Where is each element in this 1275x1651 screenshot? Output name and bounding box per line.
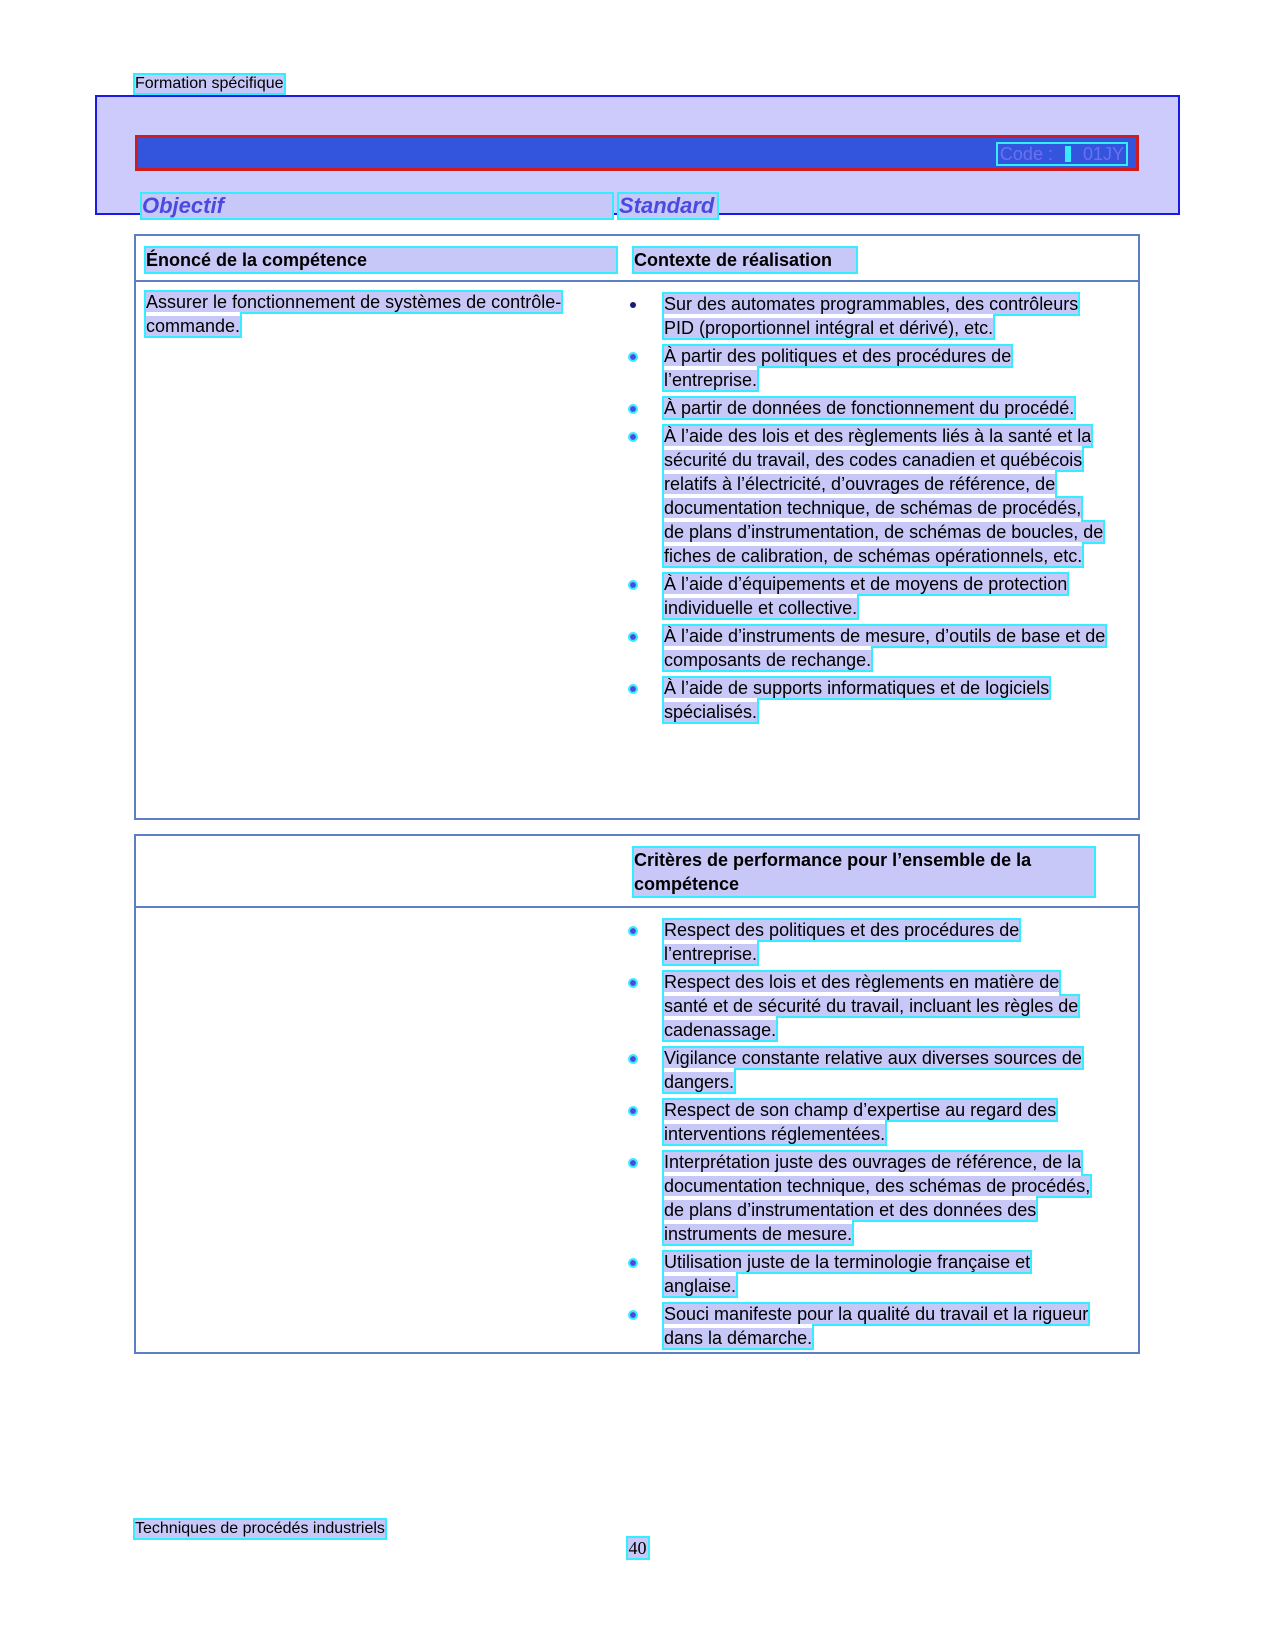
- list-item: Respect des lois et des règlements en matière de santé et de sécurité du travail, incluant les règles de cadenassage.: [626, 970, 1106, 1042]
- criteres-box: [134, 834, 1140, 1354]
- page-number: 40: [628, 1538, 647, 1558]
- competence-box-header: [136, 236, 1138, 282]
- criteres-list-column: [626, 918, 1106, 1354]
- criteres-list: [626, 918, 1106, 1350]
- code-value: 01JY: [1082, 144, 1124, 164]
- list-item: À l’aide des lois et des règlements liés à la santé et la sécurité du travail, des codes canadien et québécois relatifs à l’électricité, d’ouvrages de référence, de documentation technique, de schémas de procédés, de plans d’instrumentation, de schémas de boucles, de fiches de calibration, de schémas opérationnels, etc.: [626, 424, 1106, 568]
- bullet-icon: [630, 434, 636, 440]
- standard-label: Standard: [619, 194, 717, 218]
- objectif-label: Objectif: [142, 194, 612, 218]
- bullet-icon: [630, 980, 636, 986]
- list-item: Utilisation juste de la terminologie française et anglaise.: [626, 1250, 1106, 1298]
- list-item: Vigilance constante relative aux diverses sources de dangers.: [626, 1046, 1106, 1094]
- running-footer: Techniques de procédés industriels: [135, 1520, 385, 1537]
- list-item: Souci manifeste pour la qualité du travail et la rigueur dans la démarche.: [626, 1302, 1106, 1350]
- criteres-box-header: [136, 836, 1138, 908]
- bullet-icon: [630, 1160, 636, 1166]
- enonce-heading: Énoncé de la compétence: [146, 248, 616, 272]
- contexte-list-column: [626, 292, 1106, 728]
- bullet-icon: [630, 1108, 636, 1114]
- bullet-icon: [630, 1056, 636, 1062]
- contexte-heading: Contexte de réalisation: [634, 248, 856, 272]
- running-header: Formation spécifique: [135, 75, 284, 92]
- code-label: Code :: [999, 144, 1053, 164]
- code-separator: [1065, 146, 1071, 162]
- list-item: À l’aide de supports informatiques et de logiciels spécialisés.: [626, 676, 1106, 724]
- list-item: Sur des automates programmables, des contrôleurs PID (proportionnel intégral et dérivé), etc.: [626, 292, 1106, 340]
- bullet-icon: [630, 354, 636, 360]
- bullet-icon: [630, 302, 636, 308]
- bullet-icon: [630, 928, 636, 934]
- competence-statement: [146, 290, 624, 338]
- list-item: Respect de son champ d’expertise au regard des interventions réglementées.: [626, 1098, 1106, 1146]
- bullet-icon: [630, 406, 636, 412]
- bullet-icon: [630, 686, 636, 692]
- list-item: À partir de données de fonctionnement du procédé.: [626, 396, 1106, 420]
- bullet-icon: [630, 634, 636, 640]
- list-item: À l’aide d’équipements et de moyens de protection individuelle et collective.: [626, 572, 1106, 620]
- bullet-icon: [630, 582, 636, 588]
- contexte-list: [626, 292, 1106, 724]
- bullet-icon: [630, 1260, 636, 1266]
- list-item: À partir des politiques et des procédures de l’entreprise.: [626, 344, 1106, 392]
- statement-text: Assurer le fonctionnement de systèmes de contrôle-commande.: [146, 292, 562, 336]
- list-item: Interprétation juste des ouvrages de référence, de la documentation technique, des schémas de procédés, de plans d’instrumentation et des données des instruments de mesure.: [626, 1150, 1106, 1246]
- bullet-icon: [630, 1312, 636, 1318]
- code-field: [998, 144, 1126, 164]
- code-bar: [135, 135, 1139, 171]
- criteres-heading: Critères de performance pour l’ensemble de la compétence: [634, 848, 1094, 896]
- list-item: Respect des politiques et des procédures de l’entreprise.: [626, 918, 1106, 966]
- competence-box: [134, 234, 1140, 820]
- title-band: [95, 95, 1180, 218]
- list-item: À l’aide d’instruments de mesure, d’outils de base et de composants de rechange.: [626, 624, 1106, 672]
